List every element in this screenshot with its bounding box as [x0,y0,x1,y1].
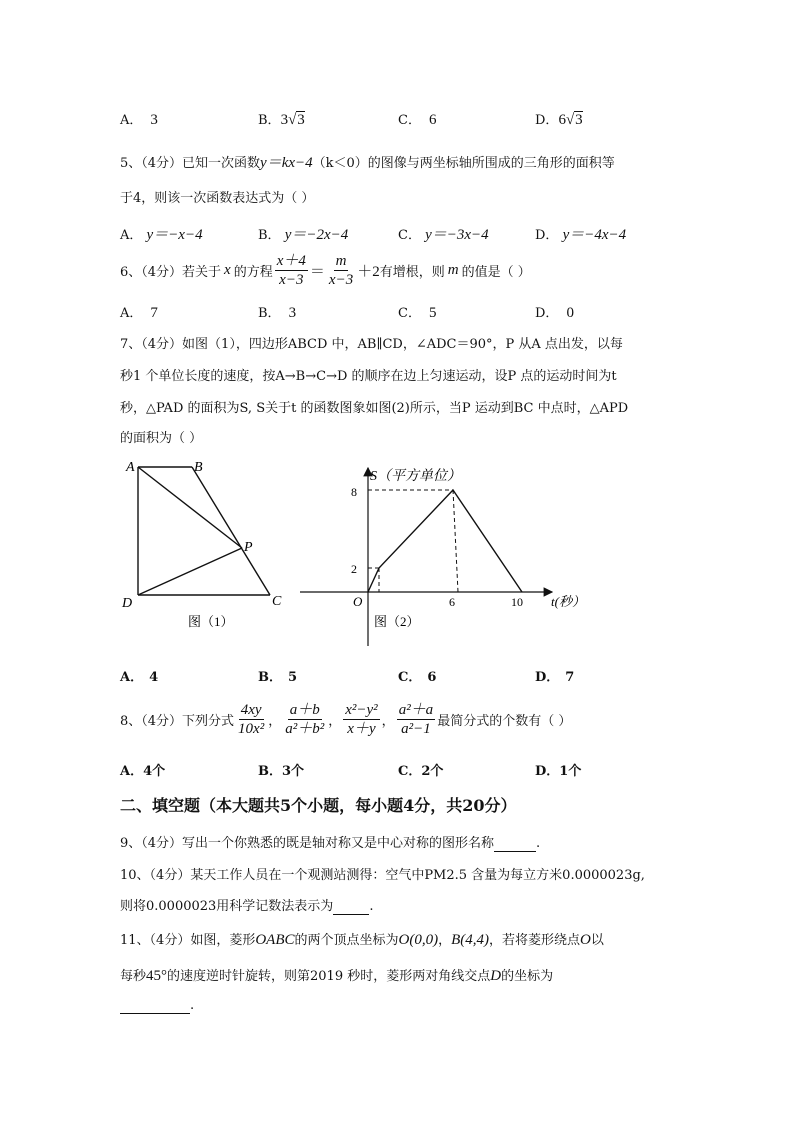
q7-line3: 秒，△PAD 的面积为S, S关于t 的函数图象如图(2)所示，当P 运动到BC 中点时，△APD [120,401,629,416]
section-2-heading: 二、填空题（本大题共5个小题，每小题4分，共20分） [120,796,517,815]
q7-option-c: C． 6 [398,670,437,685]
q8-fraction-1: $\frac{4xy}{\text{10x²}}$ [238,702,265,737]
q5-line2: 于4，则该一次函数表达式为（ ） [120,191,315,206]
q10-answer-blank [333,899,369,915]
q11-line3: . [120,998,194,1014]
q5-line1: 5、（4分）已知一次函数y＝kx−4（k＜0）的图像与两坐标轴所围成的三角形的面积等 [120,155,615,171]
q6-fraction-2: $\frac{m}{x-3}$ [328,253,354,288]
q6-option-b: B． 3 [258,305,297,321]
q5-option-c: C． y＝−3x−4 [398,227,489,243]
q5-option-a: A． y＝−x−4 [120,227,203,243]
q10-line2: 则将0.0000023用科学记数法表示为 . [120,899,374,914]
xtick-10: 10 [511,595,523,609]
q8-option-d: D．1个 [535,764,582,779]
label-p: P [244,540,253,555]
q5-option-b: B． y＝−2x−4 [258,227,349,243]
q8-option-b: B．3个 [258,764,305,779]
q7-line1: 7、（4分）如图（1），四边形ABCD 中，AB∥CD，∠ADC＝90°，P 从A 点出发，以每 [120,337,623,352]
graph-s-of-t [368,490,522,592]
q8-fraction-2: $\frac{a+b}{\text{a²＋b²}}$ [285,702,325,737]
q11-line2: 每秒45°的速度逆时针旋转，则第2019 秒时，菱形两对角线交点D的坐标为 [120,968,554,984]
q6-option-c: C． 5 [398,305,437,321]
label-a: A [126,460,135,475]
origin-label: O [353,594,363,609]
x-axis-label: t(秒） [551,594,585,609]
q8-fraction-3: $\frac{\text{x²−y²}}{x+y}$ [345,702,378,737]
q8-line1: 8、（4分）下列分式 $\frac{4xy}{\text{10x²}}$ ， $\frac{a+b}{\text{a²＋b²}}$ ， $\frac{\text{x²−y²}}{x+y}$ ， $\frac{\text{a²＋a}}{\text{a²−1}}$ 最简分式的个数有（ ） [120,702,572,737]
q4-option-d: D．6√3 [535,112,583,128]
q4-option-a: A． 3 [120,112,158,128]
label-b: B [194,460,203,475]
q6-line1: 6、（4分）若关于 x 的方程 $\frac{x+4}{x-3}$ ＝ $\frac{m}{x-3}$ ＋2 有增根，则 m 的值是（ ） [120,253,531,288]
segment-dp [138,548,242,595]
xtick-6: 6 [449,595,455,609]
q6-fraction-1: $\frac{x+4}{x-3}$ [276,253,306,288]
ytick-8: 8 [351,485,357,499]
q11-answer-blank [120,998,190,1014]
q6-option-d: D． 0 [535,305,574,321]
figure-2-caption: 图（2） [374,614,420,629]
label-d: D [122,596,133,611]
edge-bc [192,467,270,595]
q8-fraction-4: $\frac{\text{a²＋a}}{\text{a²−1}}$ [398,702,434,737]
dash-x6 [453,490,458,592]
figure-1-caption: 图（1） [188,614,234,629]
q7-line4: 的面积为（ ） [120,431,203,446]
q9-answer-blank [494,836,536,852]
q10-line1: 10、（4分）某天工作人员在一个观测站测得：空气中PM2.5 含量为每立方米0.0000023g, [120,868,645,883]
ytick-2: 2 [351,562,357,576]
q4-option-b: B．3√3 [258,112,305,128]
q7-figure-2 [300,460,600,650]
q8-option-c: C．2个 [398,764,444,779]
q9-line: 9、（4分）写出一个你熟悉的既是轴对称又是中心对称的图形名称 . [120,836,541,851]
q11-line1: 11、（4分）如图，菱形OABC的两个顶点坐标为O(0,0)，B(4,4)，若将菱形绕点O以 [120,932,604,948]
segment-ap [138,467,242,548]
label-c: C [272,594,282,609]
q6-option-a: A． 7 [120,305,158,321]
q4-option-c: C． 6 [398,112,437,128]
q8-option-a: A．4个 [120,764,166,779]
q5-option-d: D． y＝−4x−4 [535,227,627,243]
q7-option-b: B． 5 [258,670,298,685]
y-axis-label: S（平方单位） [370,469,461,484]
q7-figure-1 [118,455,298,635]
q7-line2: 秒1 个单位长度的速度，按A→B→C→D 的顺序在边上匀速运动，设P 点的运动时间为t [120,369,617,384]
q7-option-d: D． 7 [535,670,575,685]
q7-option-a: A． 4 [120,670,159,685]
